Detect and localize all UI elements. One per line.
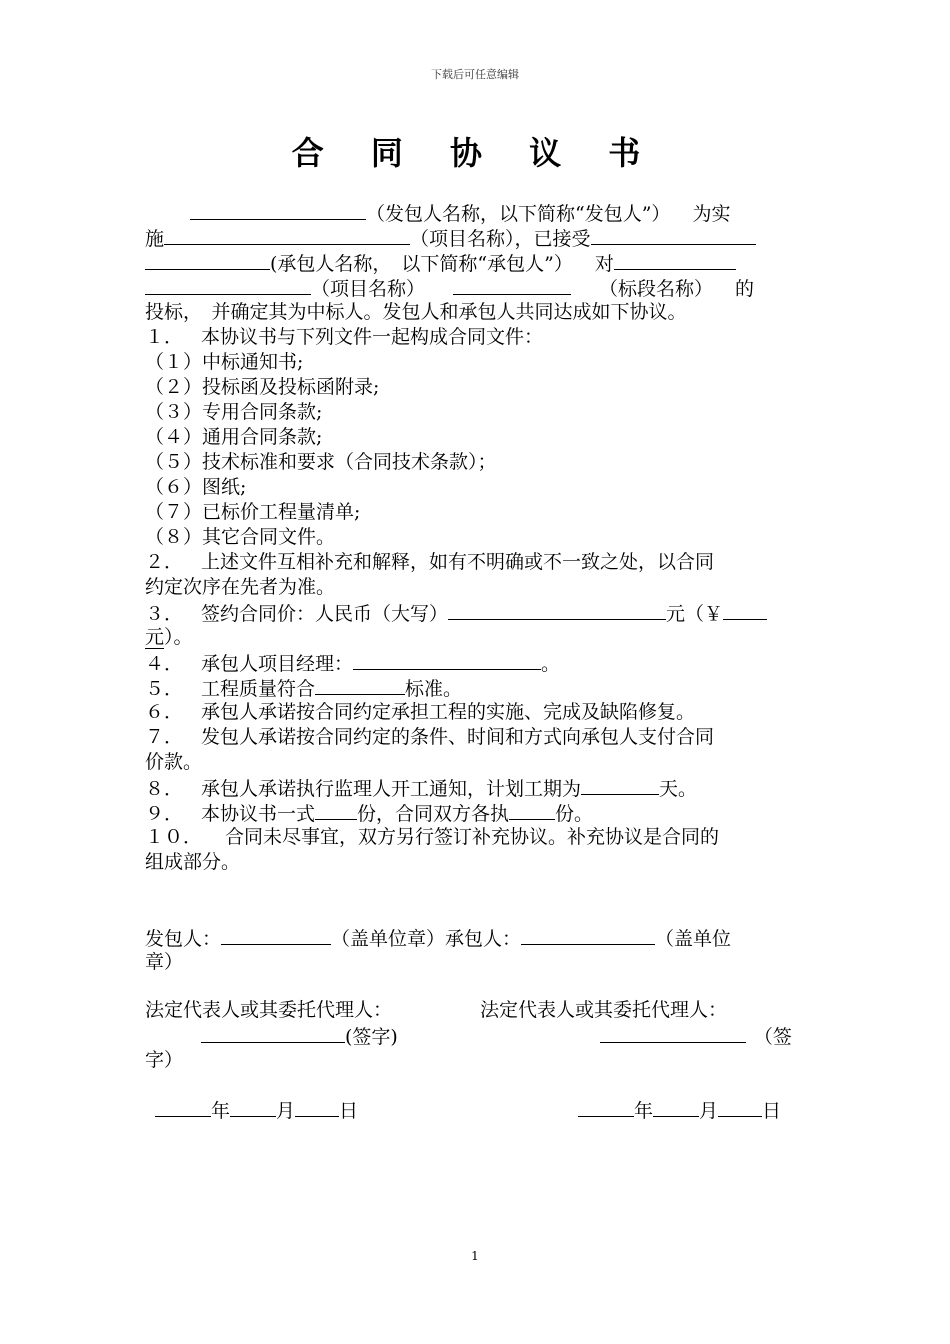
blank-accept[interactable] <box>591 225 756 245</box>
blank-rep1-signature[interactable] <box>201 1023 345 1043</box>
blank-duration-days[interactable] <box>581 775 659 795</box>
blank-day-right[interactable] <box>718 1097 762 1117</box>
blank-fabaoren-name[interactable] <box>190 200 366 220</box>
sign-parties-line: 发包人： （盖单位章）承包人： （盖单位 <box>145 925 731 952</box>
blank-contract-price-words[interactable] <box>448 600 666 620</box>
page-header: 下载后可任意编辑 <box>431 68 519 81</box>
item-7: ７． 发包人承诺按合同约定的条件、时间和方式向承包人支付合同 <box>145 726 715 748</box>
blank-contract-price-figure[interactable] <box>723 600 767 620</box>
intro-line-2: 施 （项目名称），已接受 <box>145 225 756 252</box>
blank-project-name-2[interactable] <box>145 275 311 295</box>
item-4: ４． 承包人项目经理： 。 <box>145 650 560 677</box>
blank-fabaoren-sign[interactable] <box>221 925 331 945</box>
blank-rep2-signature[interactable] <box>600 1023 746 1043</box>
item-3: ３． 签约合同价：人民币（大写） 元（￥ <box>145 600 767 627</box>
blank-chengbaoren-sign[interactable] <box>521 925 655 945</box>
page-number: 1 <box>471 1249 479 1263</box>
blank-chengbaoren-name[interactable] <box>145 250 270 270</box>
item-1: １． 本协议书与下列文件一起构成合同文件： <box>145 326 544 348</box>
item-5: ５． 工程质量符合 标准。 <box>145 675 462 702</box>
item-2: ２． 上述文件互相补充和解释，如有不明确或不一致之处，以合同 <box>145 551 715 573</box>
doc-item-8: （８）其它合同文件。 <box>145 526 336 548</box>
date-line-right: 年 月 日 <box>578 1097 781 1124</box>
doc-item-6: （６）图纸; <box>145 476 247 498</box>
item-7-cont: 价款。 <box>145 751 203 773</box>
item-3-cont: 元）。 <box>145 626 193 648</box>
item-10-cont: 组成部分。 <box>145 851 241 873</box>
blank-copies-each[interactable] <box>509 800 555 820</box>
intro-line-4: （项目名称） （标段名称） 的 <box>145 275 754 302</box>
intro-line-5: 投标， 并确定其为中标人。发包人和承包人共同达成如下协议。 <box>145 301 687 323</box>
intro-line-1: （发包人名称，以下简称“发包人”） 为实 <box>190 200 730 227</box>
blank-year-right[interactable] <box>578 1097 634 1117</box>
sign-seal-cont: 章） <box>145 951 184 973</box>
intro-line-3: (承包人名称， 以下简称“承包人”） 对 <box>145 250 736 277</box>
doc-item-2: （２）投标函及投标函附录; <box>145 376 380 398</box>
document-title: 合 同 协 议 书 <box>291 134 659 172</box>
item-8: ８． 承包人承诺执行监理人开工通知，计划工期为 天。 <box>145 775 697 802</box>
blank-day-left[interactable] <box>295 1097 339 1117</box>
doc-item-7: （７）已标价工程量清单; <box>145 501 361 523</box>
blank-copies-total[interactable] <box>315 800 357 820</box>
item-10: １０． 合同未尽事宜，双方另行签订补充协议。补充协议是合同的 <box>145 826 720 848</box>
item-6: ６． 承包人承诺按合同约定承担工程的实施、完成及缺陷修复。 <box>145 701 696 723</box>
doc-item-3: （３）专用合同条款; <box>145 401 323 423</box>
item-9: ９． 本协议书一式 份，合同双方各执 份。 <box>145 800 593 827</box>
doc-item-5: （５）技术标准和要求（合同技术条款）； <box>145 451 497 473</box>
doc-item-1: （１）中标通知书; <box>145 351 304 373</box>
blank-quality-standard[interactable] <box>315 675 405 695</box>
item-2-cont: 约定次序在先者为准。 <box>145 576 336 598</box>
date-line-left: 年 月 日 <box>155 1097 358 1124</box>
blank-section-name[interactable] <box>453 275 571 295</box>
blank-project-manager[interactable] <box>353 650 541 670</box>
blank-project-name[interactable] <box>164 225 410 245</box>
sig-cont: 字） <box>145 1049 184 1071</box>
blank-dui[interactable] <box>614 250 736 270</box>
doc-item-4: （４）通用合同条款; <box>145 426 323 448</box>
blank-year-left[interactable] <box>155 1097 211 1117</box>
blank-month-right[interactable] <box>653 1097 699 1117</box>
blank-month-left[interactable] <box>230 1097 276 1117</box>
sig-line: (签字) （签 <box>145 1023 792 1050</box>
rep-line: 法定代表人或其委托代理人： 法定代表人或其委托代理人： <box>145 999 728 1021</box>
